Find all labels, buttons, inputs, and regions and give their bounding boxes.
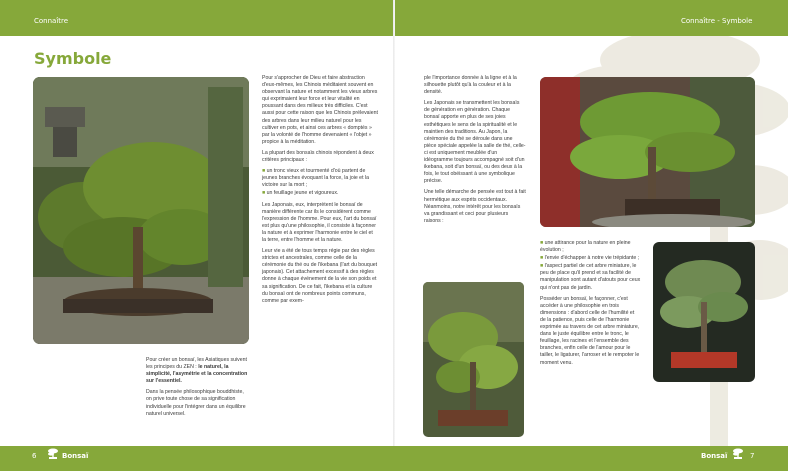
- bullet-icon: ■: [262, 190, 267, 197]
- book-title-left: Bonsaï: [62, 452, 89, 460]
- col1-paragraph-3: Les Japonais, eux, interprètent le bonsaï de manière différente car ils le considèrent comme l'expression de l'homme. Pour eux, l'art du bonsaï est plus qu'une philosophie, il consiste à façonner la nature et à exprimer l'harmonie entre le ciel et la terre, entre l'homme et la nature.: [262, 201, 377, 243]
- bullet-icon: ■: [540, 255, 545, 262]
- bullet-icon: ■: [540, 240, 545, 246]
- section-label-left: Connaître: [34, 17, 69, 25]
- col1-paragraph-1: Pour s'approcher de Dieu et faire abstraction d'eux-mêmes, les Chinois méditaient souvent en observant la nature et notamment les vieux arbres qui exprimaient leur force et leur vitalité en poussant dans des milieux très difficiles. C'est aussi pour cette raison que les Chinois prélevaient des arbres dans leur milieu naturel pour les cultiver en pots, et ainsi ces arbres « domptés » par la volonté de l'homme devenaient « l'objet » propice à la méditation.: [262, 75, 378, 145]
- bonsai-photo-bottom-right: [653, 242, 755, 382]
- section-label-right: Connaître - Symbole: [681, 17, 753, 25]
- col1-bullet-2-text: un feuillage jeune et vigoureux.: [266, 190, 339, 197]
- intro-text-prefix: Pour créer un bonsaï, les Asiatiques suivent les principes du ZEN :: [146, 357, 247, 371]
- intro-paragraph-1: [146, 357, 250, 385]
- page-number-right: 7: [750, 452, 755, 460]
- col3-bullet-3-text: l'aspect partiel de cet arbre miniature, le peu de place qu'il prend et sa facilité de manipulation sont autant d'atouts pour ceux qui n'ont pas de jardin.: [540, 263, 641, 291]
- col3-paragraph-1: Posséder un bonsaï, le façonner, c'est accéder à une philosophie en trois dimensions : d'abord celle de l'humilité et de la patience, puis celle de l'harmonie exprimée au travers de cet arbre miniature, dans le juste équilibre entre le tronc, le feuillage, les racines et l'ensemble des branches, enfin celle de l'amour pour le tailler, le ligaturer, l'arroser et le rempoter le moment venu.: [540, 295, 640, 366]
- col1-bullet-1: [262, 168, 378, 189]
- col3-bullet-3: [540, 263, 641, 291]
- text-column-3: [540, 240, 641, 371]
- bullet-icon: ■: [262, 168, 267, 175]
- text-column-1: [262, 75, 378, 309]
- col3-bullet-1-text: une attirance pour la nature en pleine évolution ;: [540, 240, 631, 254]
- intro-text: [146, 357, 250, 422]
- intro-bold-text: le naturel, la simplicité, l'asymétrie et la concentration sur l'essentiel.: [146, 364, 248, 385]
- bullet-icon: ■: [540, 263, 545, 270]
- col2-paragraph-2: Les Japonais se transmettent les bonsaïs de génération en génération. Chaque bonsaï apporte en plus de ses joies esthétiques le sens de la spiritualité et le maintien des traditions. Au Japon, la cérémonie du thé se déroule dans une pièce spéciale appelée la salle de thé, celle-ci est uniquement meublée d'un idéogramme toujours accompagné soit d'un ikebana, soit d'un bonsaï, ou des deux à la fois, le tout obéissant à une symbolique précise.: [424, 100, 526, 185]
- bonsai-photo-top-right: [540, 77, 755, 227]
- bonsai-photo-small: [423, 282, 524, 437]
- col3-bullet-2-text: l'envie d'échapper à notre vie trépidante ;: [544, 255, 640, 262]
- bonsai-photo-garden: [33, 77, 249, 344]
- book-title-right: Bonsaï: [701, 452, 728, 460]
- bonsai-logo-icon: [731, 447, 745, 461]
- col2-paragraph-3: Une telle démarche de pensée est tout à fait hermétique aux esprits occidentaux. Néanmoins, notre intérêt pour les bonsaïs va grandissant et ceci pour plusieurs raisons :: [424, 189, 526, 224]
- col1-paragraph-4: Leur vie a été de tous temps régie par des règles strictes et ancestrales, comme celle de la cérémonie du thé ou de l'ikebana (l'art du bouquet japonais). Cet attachement excessif à des règles donne à chaque événement de la vie son poids et sa signification. De ce fait, l'ikebana et la culture du bonsaï ont de nombreux points communs, comme par exem-: [262, 248, 378, 304]
- col3-bullet-1: [540, 240, 641, 254]
- col2-paragraph-1: ple l'importance donnée à la ligne et à la silhouette plutôt qu'à la couleur et à la densité.: [424, 75, 517, 96]
- footer-bar-right: [394, 446, 788, 471]
- col1-bullet-2: [262, 190, 378, 197]
- intro-paragraph-2: Dans la pensée philosophique bouddhiste, on prive toute chose de sa signification individuelle pour l'intégrer dans un équilibre naturel universel.: [146, 389, 246, 417]
- col1-bullet-1-text: un tronc vieux et tourmenté d'où partent de jeunes branches évoquant la force, la joie et la victoire sur la mort ;: [262, 168, 369, 189]
- page-gutter: [393, 0, 395, 471]
- col1-paragraph-2: La plupart des bonsaïs chinois répondent à deux critères principaux :: [262, 149, 374, 164]
- page-number-left: 6: [32, 452, 37, 460]
- page-title: Symbole: [34, 49, 112, 68]
- text-column-2: [424, 75, 526, 229]
- bonsai-logo-icon: [46, 447, 60, 461]
- col3-bullet-2: [540, 255, 641, 262]
